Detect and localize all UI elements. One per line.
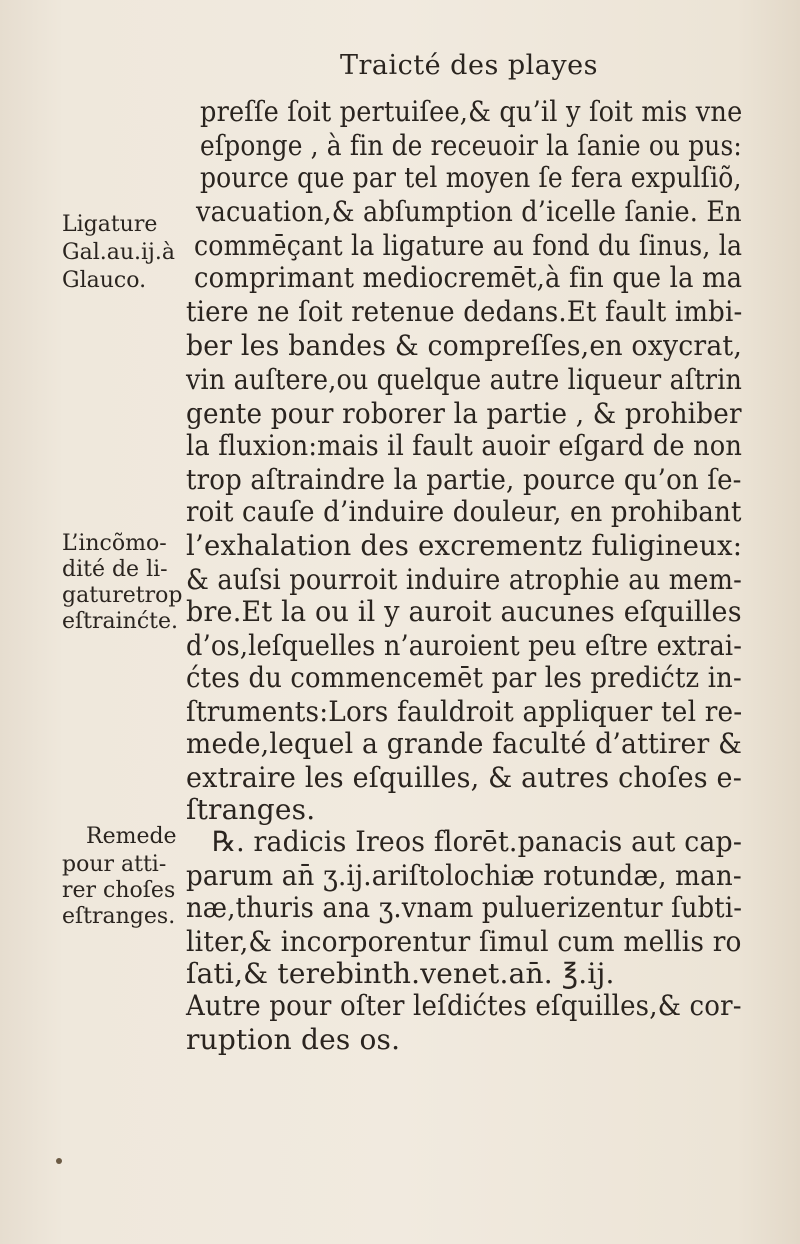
body-text-line: & auſsi pourroit induire atrophie au mem- [186,563,742,596]
margin-note-line: pour atti- [62,852,167,877]
ink-spot [56,1158,62,1164]
body-text-line: gente pour roborer la partie , & prohiber [186,397,742,430]
body-text-line: ruption des os. [186,1023,401,1056]
body-text-line: ſtranges. [186,793,316,826]
body-text-line: comprimant mediocremēt,à fin que la ma [194,261,743,294]
body-text-line: vin auſtere,ou quelque autre liqueur aſtrin [186,363,743,396]
body-text-line: trop aſtraindre la partie, pource qu’on ſe- [186,463,742,496]
margin-note-line: rer choſes [62,878,176,903]
body-text-line: ſati,& terebinth.venet.an̄. ℥.ij. [186,957,615,990]
body-text-line: bre.Et la ou il y auroit aucunes eſquilles [186,595,742,628]
body-text-line: pource que par tel moyen ſe fera expulſiõ, [200,161,742,194]
body-text-line: ber les bandes & compreſſes,en oxycrat, [186,329,743,362]
body-text-line: Autre pour oſter leſdićtes eſquilles,& cor- [186,989,742,1022]
margin-note-line: L’incõmo- [62,531,167,556]
margin-note-line: Glauco. [62,268,147,293]
body-text-line: parum an̄ ʒ.ij.ariſtolochiæ rotundæ, man- [186,859,742,892]
margin-note-line: Remede [86,824,177,849]
body-text-line: ℞. radicis Ireos florēt.panacis aut cap- [212,825,743,858]
body-text-line: ſtruments:Lors fauldroit appliquer tel re- [186,695,743,728]
margin-note-line: dité de li- [62,557,168,582]
body-text-line: liter,& incorporentur ſimul cum mellis ro [186,925,742,958]
body-text-line: commēçant la ligature au fond du ſinus, la [194,229,743,262]
body-text-line: d’os,leſquelles n’auroient peu eſtre extrai- [186,629,743,662]
body-text-line: la fluxion:mais il fault auoir eſgard de non [186,429,743,462]
body-text-line: mede,lequel a grande faculté d’attirer & [186,727,743,760]
margin-note-line: Gal.au.ij.à [62,240,175,265]
body-text-line: l’exhalation des excrementz fuligineux: [186,529,743,562]
body-text-line: næ,thuris ana ʒ.vnam puluerizentur ſubti- [186,891,743,924]
body-text-line: extraire les eſquilles, & autres choſes e- [186,761,743,794]
body-text-line: roit cauſe d’induire douleur, en prohibant [186,495,742,528]
body-text-line: vacuation,& abſumption d’icelle ſanie. En [196,195,742,228]
margin-note-line: eſtrainćte. [62,609,179,634]
body-text-line: ćtes du commencemēt par les predićtz in- [186,661,742,694]
body-text-line: preſſe ſoit pertuiſee,& qu’il y ſoit mis vne [200,95,743,128]
body-text-line: eſponge , à fin de receuoir la ſanie ou pus: [200,129,742,162]
running-title: Traicté des playes [340,50,598,81]
body-text-line: tiere ne ſoit retenue dedans.Et fault imbi- [186,295,743,328]
margin-note-line: gaturetrop [62,583,183,608]
margin-note-line: Ligature [62,212,158,237]
margin-note-line: eſtranges. [62,904,176,929]
